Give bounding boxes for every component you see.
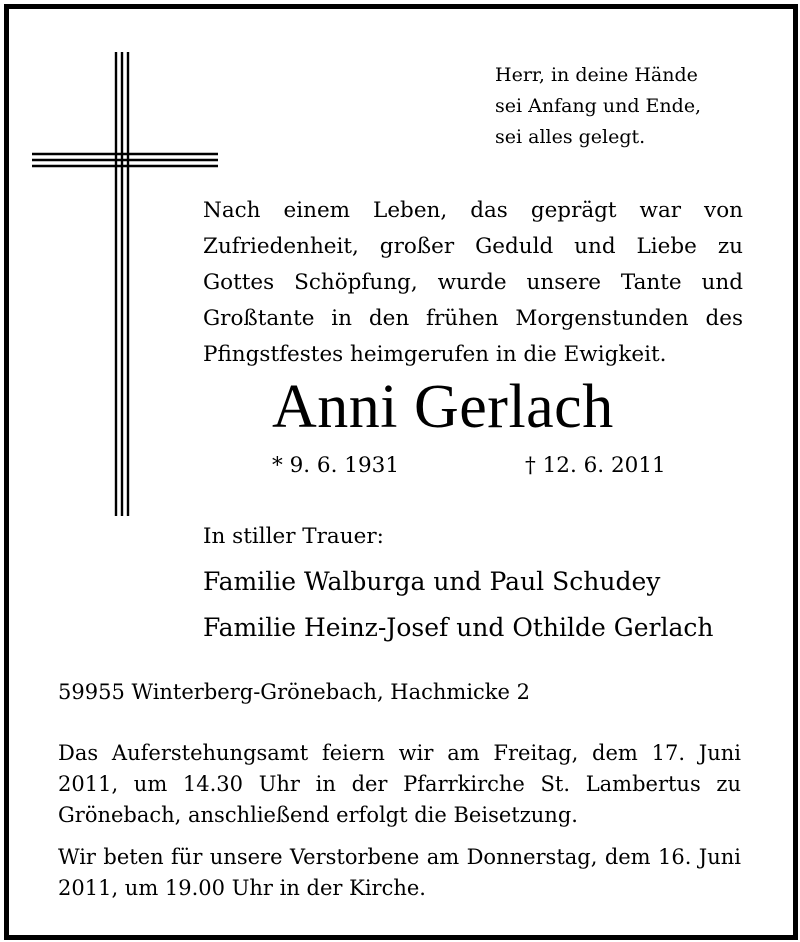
address: 59955 Winterberg-Grönebach, Hachmicke 2: [58, 680, 530, 704]
cross-icon: [28, 48, 222, 520]
mourning-label: In stiller Trauer:: [203, 524, 384, 549]
family-2: Familie Heinz-Josef und Othilde Gerlach: [203, 613, 714, 642]
family-1: Familie Walburga und Paul Schudey: [203, 567, 661, 596]
death-date: † 12. 6. 2011: [525, 453, 666, 478]
prayer-info: Wir beten für unsere Verstorbene am Donnerstag, dem 16. Juni 2011, um 19.00 Uhr in der Kirche.: [58, 845, 741, 900]
bible-quote: Herr, in deine Hände sei Anfang und Ende, sei alles gelegt.: [495, 64, 702, 148]
deceased-name: Anni Gerlach: [272, 373, 614, 441]
service-info: Das Auferstehungsamt feiern wir am Freitag, dem 17. Juni 2011, um 14.30 Uhr in der Pfarrkirche St. Lambertus zu Grönebach, anschließend erfolgt die Beisetzung.: [58, 741, 741, 827]
intro-text: Nach einem Leben, das geprägt war von Zufriedenheit, großer Geduld und Liebe zu Gottes Schöpfung, wurde unsere Tante und Großtante in den frühen Morgenstunden des Pfingstfestes heimgerufen in die Ewigkeit.: [203, 198, 743, 367]
birth-date: * 9. 6. 1931: [272, 453, 399, 478]
